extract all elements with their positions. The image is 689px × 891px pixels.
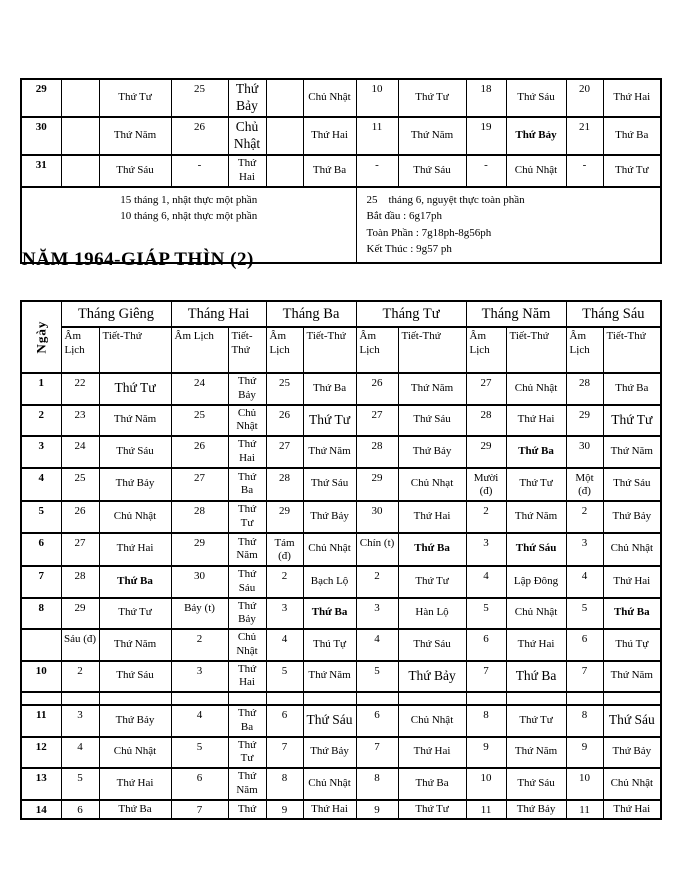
tiet-thu-cell: Thứ Hai <box>228 436 266 468</box>
am-lich-cell: 10 <box>466 768 506 800</box>
am-lich-cell: 29 <box>266 501 303 533</box>
tiet-thu-cell: Thứ Sáu <box>398 629 466 661</box>
tiet-thu-cell: Chủ Nhật <box>99 501 171 533</box>
am-lich-cell: 4 <box>466 566 506 598</box>
table-row <box>21 436 661 468</box>
tiet-thu-cell: Thứ Tư <box>603 155 661 187</box>
am-lich-cell: 29 <box>566 405 603 437</box>
tiet-thu-cell: Chủ Nhật <box>303 533 356 567</box>
am-lich-cell: 3 <box>266 598 303 630</box>
tiet-thu-cell: Thứ Ba <box>506 436 566 468</box>
tiet-thu-cell: Thứ Hai <box>603 79 661 117</box>
day-cell: 1 <box>21 373 61 405</box>
tiet-thu-cell <box>303 692 356 705</box>
am-lich-cell: 29 <box>466 436 506 468</box>
am-lich-cell: 27 <box>266 436 303 468</box>
am-lich-cell: 28 <box>61 566 99 598</box>
eclipse-table <box>20 78 662 264</box>
tiet-thu-cell: Thứ Bảy <box>506 800 566 820</box>
am-lich-cell: 3 <box>356 598 398 630</box>
tiet-thu-cell: Thứ Hai <box>398 737 466 769</box>
note-line: 10 tháng 6, nhật thực một phần <box>120 210 258 222</box>
tiet-thu-cell: Thứ Tư <box>398 566 466 598</box>
am-lich-cell <box>61 692 99 705</box>
tiet-thu-cell: Thứ Tư <box>603 405 661 437</box>
tiet-thu-cell: Thứ Tư <box>506 705 566 737</box>
am-lich-cell: 7 <box>356 737 398 769</box>
am-lich-cell: 6 <box>566 629 603 661</box>
tiet-thu-cell: Chủ Nhạt <box>398 468 466 502</box>
am-lich-cell: Mười (đ) <box>466 468 506 502</box>
am-lich-cell: 7 <box>266 737 303 769</box>
am-lich-cell: 28 <box>356 436 398 468</box>
am-lich-cell: Một (đ) <box>566 468 603 502</box>
tiet-thu-cell: Thứ Bảy <box>398 436 466 468</box>
tiet-thu-cell: Thứ Ba <box>99 566 171 598</box>
tiet-thu-header: Tiết-Thứ <box>603 327 661 373</box>
page-title: NĂM 1964-GIÁP THÌN (2) <box>22 249 254 270</box>
am-lich-cell <box>266 117 303 155</box>
month-header-thang-ba: Tháng Ba <box>266 301 356 327</box>
tiet-thu-cell: Thứ Ba <box>228 705 266 737</box>
day-cell: 11 <box>21 705 61 737</box>
tiet-thu-cell: Thứ Bảy <box>398 661 466 693</box>
day-cell <box>21 629 61 661</box>
month-header-thang-gieng: Tháng Giêng <box>61 301 171 327</box>
am-lich-cell: 21 <box>566 117 603 155</box>
month-header-thang-sau: Tháng Sáu <box>566 301 661 327</box>
day-cell: 12 <box>21 737 61 769</box>
tiet-thu-header: Tiết-Thứ <box>303 327 356 373</box>
tiet-thu-cell <box>228 692 266 705</box>
tiet-thu-cell: Thứ Tư <box>398 800 466 820</box>
am-lich-cell: 22 <box>61 373 99 405</box>
tiet-thu-cell: Thứ Năm <box>506 737 566 769</box>
tiet-thu-cell: Lập Đông <box>506 566 566 598</box>
tiet-thu-cell: Thứ Ba <box>603 117 661 155</box>
day-cell: 29 <box>21 79 61 117</box>
am-lich-cell <box>266 155 303 187</box>
am-lich-cell: 9 <box>566 737 603 769</box>
tiet-thu-cell: Thứ Tư <box>506 468 566 502</box>
am-lich-header: Âm Lịch <box>466 327 506 373</box>
tiet-thu-cell: Thứ Năm <box>303 661 356 693</box>
am-lich-cell: 30 <box>171 566 228 598</box>
am-lich-cell: 26 <box>356 373 398 405</box>
am-lich-cell: 24 <box>61 436 99 468</box>
am-lich-cell: - <box>171 155 228 187</box>
tiet-thu-cell: Thứ Bảy <box>303 737 356 769</box>
eclipse-table-body <box>21 79 661 187</box>
am-lich-cell: - <box>566 155 603 187</box>
am-lich-cell: 7 <box>171 800 228 820</box>
am-lich-header: Âm Lịch <box>266 327 303 373</box>
tiet-thu-cell: Thứ Năm <box>228 533 266 567</box>
am-lich-cell: 25 <box>61 468 99 502</box>
tiet-thu-cell <box>398 692 466 705</box>
am-lich-cell <box>566 692 603 705</box>
am-lich-cell: 2 <box>266 566 303 598</box>
am-lich-cell: 7 <box>566 661 603 693</box>
tiet-thu-header: Tiết-Thứ <box>506 327 566 373</box>
am-lich-cell: 24 <box>171 373 228 405</box>
tiet-thu-cell: Hàn Lộ <box>398 598 466 630</box>
tiet-thu-cell: Thứ Sáu <box>506 533 566 567</box>
am-lich-cell <box>61 117 99 155</box>
am-lich-cell: 28 <box>566 373 603 405</box>
tiet-thu-cell: Thứ Ba <box>99 800 171 820</box>
tiet-thu-cell: Thứ Tư <box>99 598 171 630</box>
tiet-thu-cell: Thứ Hai <box>398 501 466 533</box>
tiet-thu-cell: Thứ Sáu <box>303 705 356 737</box>
am-lich-cell: 4 <box>266 629 303 661</box>
tiet-thu-cell: Chủ Nhật <box>603 533 661 567</box>
tiet-thu-cell: Thứ Sáu <box>99 661 171 693</box>
am-lich-cell: - <box>356 155 398 187</box>
table-row <box>21 117 661 155</box>
am-lich-cell: 18 <box>466 79 506 117</box>
tiet-thu-cell: Thứ Bảy <box>99 468 171 502</box>
tiet-thu-cell: Thứ Năm <box>228 768 266 800</box>
tiet-thu-cell: Thứ Ba <box>398 768 466 800</box>
tiet-thu-cell: Thứ Ba <box>398 533 466 567</box>
tiet-thu-cell: Chủ Nhật <box>228 629 266 661</box>
am-lich-cell: 5 <box>171 737 228 769</box>
tiet-thu-cell: Thứ Bảy <box>506 117 566 155</box>
am-lich-cell <box>61 79 99 117</box>
day-cell: 14 <box>21 800 61 820</box>
am-lich-cell: 29 <box>171 533 228 567</box>
day-cell: 3 <box>21 436 61 468</box>
am-lich-cell: 11 <box>566 800 603 820</box>
am-lich-cell: 26 <box>61 501 99 533</box>
am-lich-cell: 9 <box>466 737 506 769</box>
day-cell <box>21 692 61 705</box>
tiet-thu-cell: Thứ Bảy <box>603 501 661 533</box>
table-row <box>21 768 661 800</box>
tiet-thu-cell: Thú Tự <box>303 629 356 661</box>
am-lich-cell: 4 <box>566 566 603 598</box>
table-row <box>21 155 661 187</box>
month-header-row <box>21 301 661 327</box>
am-lich-cell: 6 <box>171 768 228 800</box>
subheader-row <box>21 327 661 373</box>
am-lich-cell: 26 <box>171 436 228 468</box>
tiet-thu-cell: Chủ Nhật <box>303 768 356 800</box>
am-lich-cell: 26 <box>266 405 303 437</box>
tiet-thu-header: Tiết-Thứ <box>228 327 266 373</box>
am-lich-cell: 9 <box>356 800 398 820</box>
am-lich-cell: 2 <box>356 566 398 598</box>
tiet-thu-cell: Chủ Nhật <box>398 705 466 737</box>
am-lich-cell: 5 <box>266 661 303 693</box>
tiet-thu-header: Tiết-Thứ <box>398 327 466 373</box>
month-header-thang-nam: Tháng Năm <box>466 301 566 327</box>
am-lich-cell: 30 <box>356 501 398 533</box>
note-line: Kết Thúc : 9g57 ph <box>366 243 452 255</box>
tiet-thu-cell <box>99 692 171 705</box>
tiet-thu-cell: Thứ Sáu <box>398 405 466 437</box>
am-lich-header: Âm Lịch <box>566 327 603 373</box>
tiet-thu-cell: Thứ <box>228 800 266 820</box>
calendar-table <box>20 300 662 820</box>
tiet-thu-cell: Thứ Hai <box>603 800 661 820</box>
am-lich-cell <box>171 692 228 705</box>
note-line: Toàn Phần : 7g18ph-8g56ph <box>366 226 492 239</box>
tiet-thu-cell: Thứ Hai <box>506 629 566 661</box>
month-header-thang-tu: Tháng Tư <box>356 301 466 327</box>
am-lich-cell: 28 <box>171 501 228 533</box>
am-lich-cell: 8 <box>466 705 506 737</box>
am-lich-cell: 23 <box>61 405 99 437</box>
tiet-thu-cell: Thứ Sáu <box>228 566 266 598</box>
tiet-thu-cell: Thứ Năm <box>603 661 661 693</box>
table-row <box>21 737 661 769</box>
am-lich-cell: 26 <box>171 117 228 155</box>
am-lich-header: Âm Lịch <box>171 327 228 373</box>
am-lich-cell: 3 <box>466 533 506 567</box>
am-lich-cell: 5 <box>566 598 603 630</box>
am-lich-cell: 29 <box>61 598 99 630</box>
tiet-thu-cell: Thứ Hai <box>228 661 266 693</box>
tiet-thu-cell: Thứ Sáu <box>603 705 661 737</box>
tiet-thu-cell: Thứ Hai <box>99 533 171 567</box>
am-lich-cell: 5 <box>356 661 398 693</box>
table-row <box>21 598 661 630</box>
am-lich-cell: 25 <box>171 405 228 437</box>
am-lich-cell: 3 <box>171 661 228 693</box>
tiet-thu-cell: Chủ Nhật <box>303 79 356 117</box>
tiet-thu-cell: Thứ Năm <box>99 117 171 155</box>
tiet-thu-cell: Chủ Nhật <box>228 405 266 437</box>
tiet-thu-cell: Thứ Bảy <box>228 598 266 630</box>
am-lich-cell: 27 <box>356 405 398 437</box>
day-cell: 10 <box>21 661 61 693</box>
tiet-thu-cell: Thứ Hai <box>99 768 171 800</box>
am-lich-cell: Chín (t) <box>356 533 398 567</box>
tiet-thu-cell: Thứ Sáu <box>506 768 566 800</box>
table-row <box>21 405 661 437</box>
day-column-header <box>21 301 61 373</box>
tiet-thu-cell: Thứ Hai <box>303 800 356 820</box>
table-row <box>21 79 661 117</box>
calendar-table-body <box>21 373 661 819</box>
tiet-thu-cell: Thứ Tư <box>99 373 171 405</box>
tiet-thu-cell: Thứ Hai <box>603 566 661 598</box>
tiet-thu-cell: Thứ Tư <box>398 79 466 117</box>
tiet-thu-cell: Thứ Năm <box>99 405 171 437</box>
tiet-thu-header: Tiết-Thứ <box>99 327 171 373</box>
am-lich-cell: 3 <box>61 705 99 737</box>
tiet-thu-cell: Thứ Ba <box>228 468 266 502</box>
tiet-thu-cell: Thứ Tư <box>228 501 266 533</box>
am-lich-cell: 20 <box>566 79 603 117</box>
note-line: Bắt đầu : 6g17ph <box>366 210 442 222</box>
am-lich-cell: Tám (đ) <box>266 533 303 567</box>
am-lich-cell: 4 <box>171 705 228 737</box>
tiet-thu-cell: Bạch Lộ <box>303 566 356 598</box>
table-row <box>21 468 661 502</box>
am-lich-cell: 10 <box>356 79 398 117</box>
am-lich-cell <box>356 692 398 705</box>
am-lich-cell: 5 <box>466 598 506 630</box>
am-lich-cell: 2 <box>466 501 506 533</box>
am-lich-cell: 28 <box>466 405 506 437</box>
am-lich-cell: 5 <box>61 768 99 800</box>
table-row <box>21 566 661 598</box>
tiet-thu-cell: Thứ Bảy <box>228 373 266 405</box>
am-lich-cell: - <box>466 155 506 187</box>
am-lich-cell: 25 <box>171 79 228 117</box>
am-lich-cell: 7 <box>466 661 506 693</box>
am-lich-cell: 4 <box>356 629 398 661</box>
tiet-thu-cell: Thứ Sáu <box>99 436 171 468</box>
tiet-thu-cell: Thứ Sáu <box>603 468 661 502</box>
am-lich-cell: 10 <box>566 768 603 800</box>
tiet-thu-cell: Chủ Nhật <box>506 598 566 630</box>
am-lich-cell: 29 <box>356 468 398 502</box>
note-line: 15 tháng 1, nhật thực một phần <box>120 193 258 206</box>
day-cell: 31 <box>21 155 61 187</box>
am-lich-cell: 27 <box>61 533 99 567</box>
tiet-thu-cell: Thứ Năm <box>506 501 566 533</box>
day-column-label: Ngày <box>33 320 49 354</box>
tiet-thu-cell: Thứ Hai <box>506 405 566 437</box>
am-lich-cell: 8 <box>266 768 303 800</box>
tiet-thu-cell: Thứ Ba <box>303 155 356 187</box>
tiet-thu-cell <box>506 692 566 705</box>
am-lich-cell: 30 <box>566 436 603 468</box>
tiet-thu-cell: Thứ Sáu <box>99 155 171 187</box>
tiet-thu-cell: Thứ Tư <box>228 737 266 769</box>
tiet-thu-cell: Chủ Nhật <box>603 768 661 800</box>
tiet-thu-cell: Thứ Ba <box>603 598 661 630</box>
spacer-row <box>21 692 661 705</box>
day-cell: 2 <box>21 405 61 437</box>
tiet-thu-cell: Thứ Ba <box>303 598 356 630</box>
note-line: 25 tháng 6, nguyệt thực toàn phần <box>366 193 525 206</box>
am-lich-cell: 27 <box>466 373 506 405</box>
tiet-thu-cell: Thứ Sáu <box>506 79 566 117</box>
am-lich-cell <box>266 79 303 117</box>
table-row <box>21 661 661 693</box>
tiet-thu-cell: Thứ Sáu <box>398 155 466 187</box>
month-header-thang-hai: Tháng Hai <box>171 301 266 327</box>
tiet-thu-cell: Chủ Nhật <box>506 155 566 187</box>
tiet-thu-cell: Thứ Năm <box>303 436 356 468</box>
table-row <box>21 800 661 820</box>
tiet-thu-cell: Thứ Hai <box>303 117 356 155</box>
day-cell: 4 <box>21 468 61 502</box>
tiet-thu-cell: Thứ Năm <box>398 117 466 155</box>
am-lich-cell: 8 <box>356 768 398 800</box>
day-cell: 7 <box>21 566 61 598</box>
am-lich-cell: Bảy (t) <box>171 598 228 630</box>
day-cell: 5 <box>21 501 61 533</box>
am-lich-cell: 2 <box>171 629 228 661</box>
am-lich-cell: 2 <box>566 501 603 533</box>
eclipse-note-right <box>356 187 661 263</box>
table-row <box>21 705 661 737</box>
am-lich-cell: 4 <box>61 737 99 769</box>
tiet-thu-cell: Chủ Nhật <box>228 117 266 155</box>
tiet-thu-cell: Thứ Năm <box>603 436 661 468</box>
am-lich-cell: 27 <box>171 468 228 502</box>
am-lich-cell <box>61 155 99 187</box>
tiet-thu-cell <box>603 692 661 705</box>
tiet-thu-cell: Thứ Năm <box>398 373 466 405</box>
tiet-thu-cell: Thứ Ba <box>303 373 356 405</box>
am-lich-cell: Sáu (đ) <box>61 629 99 661</box>
tiet-thu-cell: Thứ Bảy <box>228 79 266 117</box>
am-lich-cell: 9 <box>266 800 303 820</box>
am-lich-cell: 28 <box>266 468 303 502</box>
tiet-thu-cell: Chủ Nhật <box>506 373 566 405</box>
tiet-thu-cell: Thứ Năm <box>99 629 171 661</box>
am-lich-cell: 3 <box>566 533 603 567</box>
am-lich-cell <box>466 692 506 705</box>
table-row <box>21 533 661 567</box>
am-lich-cell: 11 <box>466 800 506 820</box>
tiet-thu-cell: Thứ Bảy <box>99 705 171 737</box>
day-cell: 6 <box>21 533 61 567</box>
am-lich-cell: 25 <box>266 373 303 405</box>
tiet-thu-cell: Thứ Ba <box>506 661 566 693</box>
am-lich-cell: 6 <box>266 705 303 737</box>
table-row <box>21 501 661 533</box>
day-cell: 13 <box>21 768 61 800</box>
tiet-thu-cell: Chủ Nhật <box>99 737 171 769</box>
am-lich-header: Âm Lịch <box>356 327 398 373</box>
am-lich-cell: 19 <box>466 117 506 155</box>
tiet-thu-cell: Thứ Hai <box>228 155 266 187</box>
day-cell: 30 <box>21 117 61 155</box>
am-lich-cell: 11 <box>356 117 398 155</box>
tiet-thu-cell: Thứ Tư <box>303 405 356 437</box>
am-lich-cell: 2 <box>61 661 99 693</box>
am-lich-cell: 8 <box>566 705 603 737</box>
tiet-thu-cell: Thứ Bảy <box>303 501 356 533</box>
am-lich-cell: 6 <box>356 705 398 737</box>
tiet-thu-cell: Thứ Ba <box>603 373 661 405</box>
tiet-thu-cell: Thứ Tư <box>99 79 171 117</box>
am-lich-header: Âm Lịch <box>61 327 99 373</box>
am-lich-cell <box>266 692 303 705</box>
am-lich-cell: 6 <box>61 800 99 820</box>
table-row <box>21 629 661 661</box>
tiet-thu-cell: Thứ Sáu <box>303 468 356 502</box>
table-row <box>21 373 661 405</box>
tiet-thu-cell: Thú Tự <box>603 629 661 661</box>
tiet-thu-cell: Thứ Bảy <box>603 737 661 769</box>
day-cell: 8 <box>21 598 61 630</box>
am-lich-cell: 6 <box>466 629 506 661</box>
